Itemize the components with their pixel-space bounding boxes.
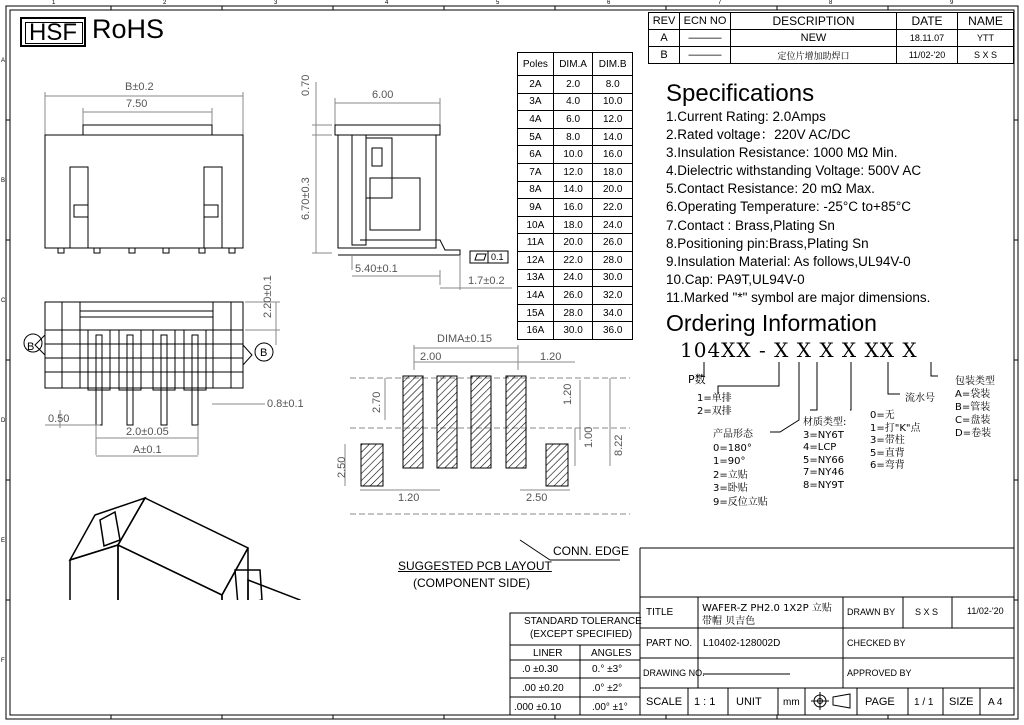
spec-line: 9.Insulation Material: As follows,UL94V-0: [666, 253, 911, 269]
poles-cell: 12A: [518, 251, 554, 269]
material-option: 7=NY46: [803, 467, 845, 478]
poles-cell: 11A: [518, 234, 554, 252]
extra-option: 5=直背: [870, 447, 905, 459]
tolerance-subtitle: (EXCEPT SPECIFIED): [530, 629, 633, 640]
dim-540: 5.40±0.1: [355, 263, 398, 275]
material-option: 4=LCP: [803, 442, 837, 453]
checked-by-label: CHECKED BY: [847, 638, 906, 648]
dim-p250b: 2.50: [526, 492, 548, 504]
poles-cell: 15A: [518, 304, 554, 322]
dim-17: 1.7±0.2: [468, 275, 505, 287]
specifications-title: Specifications: [666, 80, 815, 107]
scale-value: 1 : 1: [694, 696, 716, 708]
tolerance-row: 0.° ±3°: [592, 664, 623, 675]
rev-b-desc: 定位片增加助焊口: [731, 47, 897, 64]
grid-row-b: B: [1, 178, 6, 184]
dim-600: 6.00: [372, 89, 394, 101]
poles-cell: 28.0: [553, 304, 593, 322]
dim-b: B±0.2: [125, 81, 154, 93]
dim-p120c: 1.20: [398, 492, 420, 504]
dimb-header: DIM.B: [593, 53, 633, 76]
form-option: 0=180°: [713, 442, 752, 454]
rev-b-date: 11/02-'20: [897, 47, 958, 64]
title-label: TITLE: [646, 607, 674, 618]
grid-row-c: C: [1, 298, 6, 304]
hsf-text: HSF: [29, 19, 77, 46]
material-option: 3=NY6T: [803, 429, 844, 441]
poles-cell: 16A: [518, 322, 554, 340]
poles-cell: 14.0: [553, 181, 593, 199]
dim-p120a: 1.20: [540, 351, 562, 363]
size-label: SIZE: [949, 696, 974, 708]
row-option: 1=单排: [697, 393, 732, 404]
dim-750: 7.50: [126, 98, 148, 110]
grid-col-2: 2: [163, 0, 167, 6]
form-option: 2=立贴: [713, 469, 748, 481]
package-option: 包装类型: [955, 376, 995, 387]
rev-a-ecn: ———: [680, 30, 731, 47]
spec-line: 10.Cap: PA9T,UL94V-0: [666, 271, 805, 287]
scale-label: SCALE: [646, 696, 683, 708]
rev-header-ecn: ECN NO: [680, 13, 731, 30]
spec-line: 6.Operating Temperature: -25°C to+85°C: [666, 199, 912, 215]
extra-option: 3=带柱: [870, 435, 905, 446]
rev-header-date: DATE: [897, 13, 958, 30]
grid-row-f: F: [1, 658, 5, 664]
title-value-2: 带帽 贝吉色: [702, 616, 756, 627]
pcb-layout-title: SUGGESTED PCB LAYOUT: [398, 559, 552, 573]
drawing-no-label: DRAWING NO.: [643, 668, 705, 678]
grid-col-8: 8: [829, 0, 833, 6]
dim-220: 2.20±0.1: [262, 275, 274, 318]
grid-col-6: 6: [607, 0, 611, 6]
grid-row-e: E: [1, 538, 6, 544]
poles-cell: 14.0: [593, 128, 633, 146]
dim-p270: 2.70: [371, 391, 383, 413]
drawn-by-value: S X S: [915, 607, 939, 617]
poles-cell: 36.0: [593, 322, 633, 340]
dim-p100: 1.00: [583, 426, 595, 448]
grid-col-1: 1: [52, 0, 56, 6]
tolerance-angles-header: ANGLES: [591, 648, 632, 659]
poles-cell: 4.0: [553, 93, 593, 111]
rev-a-name: YTT: [958, 30, 1014, 47]
rev-header-rev: REV: [649, 13, 680, 30]
poles-cell: 20.0: [553, 234, 593, 252]
poles-cell: 9A: [518, 199, 554, 217]
grid-col-4: 4: [385, 0, 389, 6]
rev-header-name: NAME: [958, 13, 1014, 30]
tolerance-row: .00° ±1°: [592, 702, 628, 713]
ordering-serial-label: 流水号: [905, 393, 935, 404]
spec-line: 3.Insulation Resistance: 1000 MΩ Min.: [666, 145, 898, 161]
part-no-label: PART NO.: [646, 638, 693, 649]
rev-b-name: S X S: [958, 47, 1014, 64]
package-option: B=管装: [955, 402, 991, 413]
unit-label: UNIT: [736, 696, 762, 708]
poles-cell: 20.0: [593, 181, 633, 199]
rev-b-rev: B: [649, 47, 680, 64]
extra-option: 1=打"K"点: [870, 422, 921, 434]
ordering-code: 104XX - X X X X XX X: [680, 338, 918, 362]
poles-cell: 22.0: [593, 199, 633, 217]
spec-line: 5.Contact Resistance: 20 mΩ Max.: [666, 181, 875, 197]
tolerance-row: .0 ±0.30: [522, 664, 559, 675]
poles-cell: 18.0: [593, 163, 633, 181]
poles-cell: 12.0: [553, 163, 593, 181]
rev-a-rev: A: [649, 30, 680, 47]
spec-line: 11.Marked "*" symbol are major dimensions.: [666, 289, 931, 305]
poles-cell: 2A: [518, 76, 554, 94]
poles-cell: 6.0: [553, 111, 593, 129]
conn-edge-label: CONN. EDGE: [553, 544, 630, 558]
b-marker-right: B: [260, 347, 268, 359]
unit-value: mm: [783, 697, 800, 708]
ordering-p-label: P数: [688, 373, 706, 386]
dim-050: 0.50: [48, 413, 70, 425]
dim-p200: 2.00: [420, 351, 442, 363]
dima-header: DIM.A: [553, 53, 593, 76]
poles-cell: 26.0: [593, 234, 633, 252]
poles-cell: 8A: [518, 181, 554, 199]
poles-cell: 3A: [518, 93, 554, 111]
poles-cell: 30.0: [593, 269, 633, 287]
poles-cell: 13A: [518, 269, 554, 287]
drawn-by-label: DRAWN BY: [847, 607, 896, 617]
extra-option: 6=弯背: [870, 460, 905, 471]
poles-cell: 28.0: [593, 251, 633, 269]
poles-cell: 4A: [518, 111, 554, 129]
grid-row-d: D: [1, 418, 6, 424]
part-no-value: L10402-128002D: [703, 638, 781, 649]
material-option: 5=NY66: [803, 454, 845, 466]
poles-cell: 16.0: [553, 199, 593, 217]
spec-line: 2.Rated voltage：220V AC/DC: [666, 127, 851, 143]
material-option: 材质类型:: [803, 417, 847, 428]
form-option: 9=反位立贴: [713, 496, 768, 508]
dim-670: 6.70±0.3: [300, 177, 312, 220]
tolerance-row: .000 ±0.10: [514, 702, 562, 713]
tolerance-row: .00 ±0.20: [522, 683, 564, 694]
poles-cell: 24.0: [553, 269, 593, 287]
poles-cell: 26.0: [553, 287, 593, 305]
b-marker-left: B: [27, 341, 35, 353]
spec-line: 7.Contact : Brass,Plating Sn: [666, 217, 835, 233]
spec-line: 8.Positioning pin:Brass,Plating Sn: [666, 235, 869, 251]
poles-cell: 24.0: [593, 216, 633, 234]
approved-by-label: APPROVED BY: [847, 668, 912, 678]
dim-a: A±0.1: [133, 444, 162, 456]
poles-cell: 8.0: [553, 128, 593, 146]
size-value: A 4: [988, 697, 1003, 708]
tolerance-row: .0° ±2°: [592, 683, 623, 694]
rev-a-desc: NEW: [731, 30, 897, 47]
extra-option: 0=无: [870, 410, 895, 421]
grid-col-9: 9: [950, 0, 954, 6]
package-option: A=袋装: [955, 389, 991, 400]
rev-a-date: 18.11.07: [897, 30, 958, 47]
poles-cell: 18.0: [553, 216, 593, 234]
dim-08: 0.8±0.1: [267, 398, 304, 410]
title-value-1: WAFER-Z PH2.0 1X2P 立贴: [702, 603, 832, 614]
poles-cell: 10.0: [593, 93, 633, 111]
poles-cell: 14A: [518, 287, 554, 305]
poles-cell: 5A: [518, 128, 554, 146]
poles-cell: 7A: [518, 163, 554, 181]
form-option: 3=卧贴: [713, 483, 748, 494]
poles-cell: 16.0: [593, 146, 633, 164]
dim-p250a: 2.50: [336, 456, 348, 478]
dim-070: 0.70: [300, 74, 312, 96]
poles-cell: 22.0: [553, 251, 593, 269]
pcb-layout-subtitle: (COMPONENT SIDE): [413, 576, 531, 590]
dim-p822: 8.22: [613, 434, 625, 456]
ordering-title: Ordering Information: [666, 310, 877, 336]
poles-cell: 10A: [518, 216, 554, 234]
rev-b-ecn: ———: [680, 47, 731, 64]
spec-line: 4.Dielectric withstanding Voltage: 500V AC: [666, 163, 922, 179]
package-option: C=盘装: [955, 415, 991, 426]
dim-p120b: 1.20: [562, 383, 574, 405]
poles-cell: 32.0: [593, 287, 633, 305]
poles-cell: 30.0: [553, 322, 593, 340]
drawn-date: 11/02-'20: [967, 606, 1004, 616]
rev-header-desc: DESCRIPTION: [731, 13, 897, 30]
poles-cell: 8.0: [593, 76, 633, 94]
rohs-text: RoHS: [92, 14, 165, 44]
poles-cell: 34.0: [593, 304, 633, 322]
page-label: PAGE: [865, 696, 895, 708]
poles-cell: 2.0: [553, 76, 593, 94]
poles-header: Poles: [518, 53, 554, 76]
package-option: D=卷装: [955, 428, 992, 439]
poles-cell: 12.0: [593, 111, 633, 129]
material-option: 8=NY9T: [803, 479, 844, 491]
tolerance-title: STANDARD TOLERANCE: [524, 616, 642, 627]
form-option: 产品形态: [713, 429, 753, 440]
dim-flatness: 0.1: [491, 252, 504, 262]
poles-cell: 6A: [518, 146, 554, 164]
grid-col-5: 5: [496, 0, 500, 6]
dim-dima: DIMA±0.15: [437, 333, 492, 345]
page-value: 1 / 1: [914, 697, 934, 708]
grid-col-7: 7: [718, 0, 722, 6]
tolerance-linear-header: LINER: [533, 648, 563, 659]
grid-row-a: A: [1, 58, 6, 64]
dim-20: 2.0±0.05: [126, 426, 169, 438]
row-option: 2=双排: [697, 406, 732, 417]
form-option: 1=90°: [713, 456, 746, 467]
poles-cell: 10.0: [553, 146, 593, 164]
grid-col-3: 3: [274, 0, 278, 6]
spec-line: 1.Current Rating: 2.0Amps: [666, 109, 826, 124]
